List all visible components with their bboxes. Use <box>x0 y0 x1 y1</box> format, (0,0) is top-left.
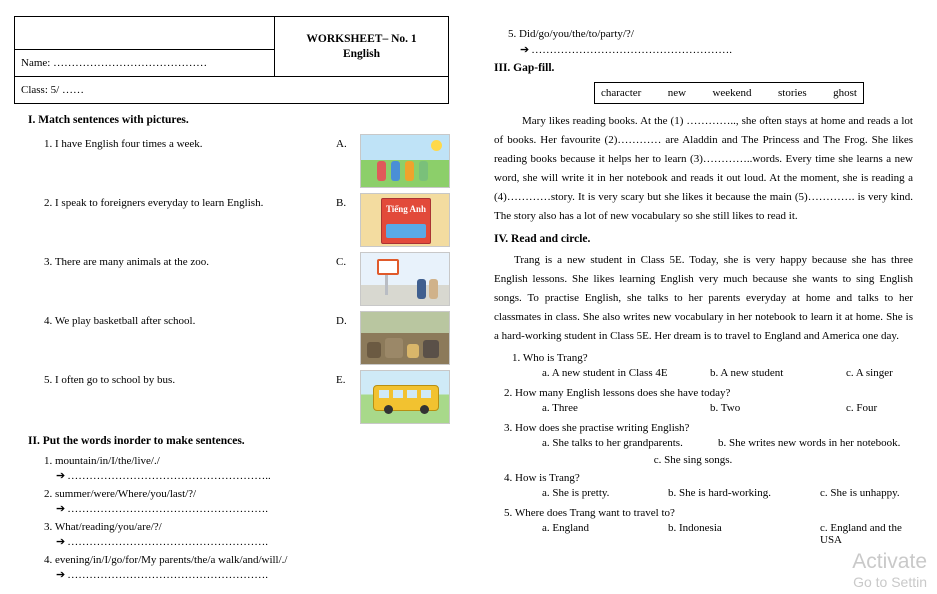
match-number: 3. <box>44 256 53 268</box>
watermark-line-1: Activate <box>852 549 927 573</box>
reading-question <box>484 387 923 416</box>
order-sentence <box>44 488 462 500</box>
match-text: There are many animals at the zoo. <box>54 256 210 268</box>
question-number: 5. <box>504 506 513 519</box>
match-row <box>14 134 462 193</box>
picture-c <box>360 252 450 306</box>
order-dots: ………………………………………………. <box>67 536 268 548</box>
word-bank-item: stories <box>777 87 807 99</box>
order-number: 5. <box>508 28 517 40</box>
school-bus-graphic <box>373 385 439 411</box>
match-letter: B. <box>336 197 347 209</box>
question-options <box>528 487 923 501</box>
question-label: How is Trang? <box>515 471 580 484</box>
picture-d <box>360 311 450 365</box>
animal-figure <box>423 340 439 358</box>
bus-window <box>407 390 417 398</box>
order-item <box>14 521 462 548</box>
order-item <box>14 488 462 515</box>
option-c[interactable]: c. She sing songs. <box>653 453 733 466</box>
order-sentence <box>44 455 462 467</box>
order-number: 1. <box>44 455 53 467</box>
question-number: 2. <box>504 386 513 399</box>
option-a[interactable]: a. England <box>542 521 590 534</box>
match-text: I speak to foreigners everyday to learn English. <box>55 197 264 209</box>
order-text: summer/were/Where/you/last/?/ <box>55 488 197 500</box>
word-bank-item: new <box>667 87 687 99</box>
question-options <box>528 367 923 381</box>
option-a[interactable]: a. She is pretty. <box>542 486 610 499</box>
match-row <box>14 311 462 370</box>
word-bank-item: weekend <box>712 87 752 99</box>
match-sentence <box>44 315 195 327</box>
question-options <box>528 521 923 546</box>
order-sentence <box>44 521 462 533</box>
option-a[interactable]: a. She talks to her grandparents. <box>542 436 683 449</box>
reading-question <box>484 352 923 381</box>
match-letter: E. <box>336 374 346 386</box>
question-text <box>512 352 923 364</box>
child-figure <box>417 279 426 299</box>
basketball-hoop-icon <box>377 259 399 275</box>
question-options <box>528 437 923 451</box>
match-sentence <box>44 197 263 209</box>
order-number: 3. <box>44 521 53 533</box>
bus-wheel <box>384 405 393 414</box>
child-figure <box>377 161 386 181</box>
word-bank-item: character <box>601 87 642 99</box>
picture-a <box>360 134 450 188</box>
question-label: Where does Trang want to travel to? <box>514 506 675 519</box>
question-number: 4. <box>504 471 513 484</box>
match-number: 5. <box>44 374 53 386</box>
match-letter: A. <box>336 138 347 150</box>
book-cover-graphic <box>381 198 431 244</box>
header-blank-cell <box>15 17 275 50</box>
option-a[interactable]: a. Three <box>542 401 578 414</box>
section-1-title: I. Match sentences with pictures. <box>28 114 189 126</box>
section-4-title: IV. Read and circle. <box>494 233 591 246</box>
question-text <box>504 387 923 399</box>
match-row <box>14 193 462 252</box>
section-3-title: III. Gap-fill. <box>494 62 555 74</box>
order-text: mountain/in/I/the/live/./ <box>55 455 160 467</box>
bus-window <box>421 390 431 398</box>
order-dots: ………………………………………………. <box>67 503 268 515</box>
match-text: I often go to school by bus. <box>55 374 176 386</box>
book-band <box>386 224 426 238</box>
match-text: I have English four times a week. <box>55 138 203 150</box>
question-text <box>504 472 923 484</box>
question-text <box>504 422 923 434</box>
order-number: 4. <box>44 554 53 566</box>
match-sentence <box>44 256 209 268</box>
question-number: 1. <box>512 351 521 364</box>
match-row <box>14 252 462 311</box>
reading-question <box>484 422 923 466</box>
question-text <box>504 507 923 519</box>
order-text: What/reading/you/are/?/ <box>54 521 162 533</box>
animal-figure <box>407 344 419 358</box>
reading-question <box>484 506 923 546</box>
question-options <box>528 402 923 416</box>
order-answer-line[interactable]: ➔ ………………………………………………. <box>56 569 268 581</box>
word-bank-item: ghost <box>833 87 857 99</box>
match-number: 2. <box>44 197 53 209</box>
match-letter: C. <box>336 256 347 268</box>
match-number: 1. <box>44 138 53 150</box>
right-column <box>474 0 937 594</box>
option-b[interactable]: b. Indonesia <box>668 521 722 534</box>
order-dots: ………………………………………………. <box>531 44 732 56</box>
picture-e <box>360 370 450 424</box>
order-sentence <box>508 28 923 40</box>
order-item <box>14 554 462 581</box>
order-answer-line[interactable]: ➔ ……………………………………………….. <box>56 470 271 482</box>
option-b[interactable]: b. She is hard-working. <box>668 486 771 499</box>
worksheet-subject: English <box>342 47 381 60</box>
animal-figure <box>367 342 381 358</box>
bus-wheel <box>420 405 429 414</box>
option-b[interactable]: b. She writes new words in her notebook. <box>718 436 901 449</box>
order-dots: ……………………………………………….. <box>67 470 271 482</box>
order-answer-line[interactable]: ➔ ………………………………………………. <box>520 44 732 56</box>
option-c[interactable]: c. Four <box>846 401 878 414</box>
worksheet-title: WORKSHEET– No. 1 <box>306 33 417 46</box>
match-number: 4. <box>44 315 53 327</box>
picture-b <box>360 193 450 247</box>
option-c[interactable]: c. A singer <box>846 366 893 379</box>
order-item <box>14 455 462 482</box>
option-c[interactable]: c. She is unhappy. <box>820 486 900 499</box>
book-title-text: Tiếng Anh <box>385 204 427 214</box>
animal-figure <box>385 338 403 358</box>
match-row <box>14 370 462 429</box>
child-figure <box>429 279 438 299</box>
class-field[interactable]: Class: 5/ …… <box>15 77 449 104</box>
gap-fill-paragraph: Mary likes reading books. At the (1) ………….., she often stays at home and reads a lot of books. Her favourite (2)………… are Aladdin and The Princess and The Frog. She likes reading books because it helps her to learn (3)…………..words. Every time she learns a new word, she will write it in her notebook and reads it out loud. At the moment, she is reading a (4)…………story. It is very scary but she likes it because the main (5)…………. is very kind. The story also has a lot of new vocabulary so she still likes to read it. <box>494 115 913 222</box>
bus-window <box>393 390 403 398</box>
order-text: evening/in/I/go/for/My parents/the/a walk/and/will/./ <box>55 554 288 566</box>
order-dots: ………………………………………………. <box>67 569 268 581</box>
bus-window <box>379 390 389 398</box>
match-text: We play basketball after school. <box>54 315 196 327</box>
order-answer-line[interactable]: ➔ ………………………………………………. <box>56 536 268 548</box>
question-label: Who is Trang? <box>522 351 588 364</box>
child-figure <box>405 161 414 181</box>
option-a[interactable]: a. A new student in Class 4E <box>542 366 668 379</box>
option-c[interactable]: c. England and the USA <box>820 521 902 546</box>
reading-question <box>484 472 923 501</box>
question-label: How does she practise writing English? <box>515 421 690 434</box>
order-answer-line[interactable]: ➔ ………………………………………………. <box>56 503 268 515</box>
word-bank <box>594 82 864 104</box>
header-table <box>14 16 449 104</box>
watermark-line-2: Go to Settin <box>853 573 927 590</box>
match-list <box>14 134 462 429</box>
question-label: How many English lessons does she have today? <box>515 386 731 399</box>
worksheet-title-cell <box>275 17 449 77</box>
order-text: Did/go/you/the/to/party/?/ <box>519 28 634 40</box>
option-b[interactable]: b. A new student <box>710 366 784 379</box>
match-sentence <box>44 374 175 386</box>
order-number: 2. <box>44 488 53 500</box>
child-figure <box>419 161 428 181</box>
option-b[interactable]: b. Two <box>710 401 741 414</box>
question-number: 3. <box>504 421 513 434</box>
child-figure <box>391 161 400 181</box>
reading-paragraph: Trang is a new student in Class 5E. Today, she is very happy because she has three English lessons. She likes learning English very much because she wants to sing English songs. To practise English, she talks to her parents everyday at home and talks to her classmates in class. She also writes new vocabulary in her notebook to learn it at home. She is a hard-working student in Class 5E. Her dream is to travel to England and America one day. <box>494 254 913 343</box>
section-2-title: II. Put the words inorder to make sentences. <box>28 435 245 447</box>
match-sentence <box>44 138 203 150</box>
match-letter: D. <box>336 315 347 327</box>
sun-icon <box>431 140 442 151</box>
name-field[interactable]: Name: …………………………………… <box>15 50 275 77</box>
order-sentence <box>44 554 462 566</box>
